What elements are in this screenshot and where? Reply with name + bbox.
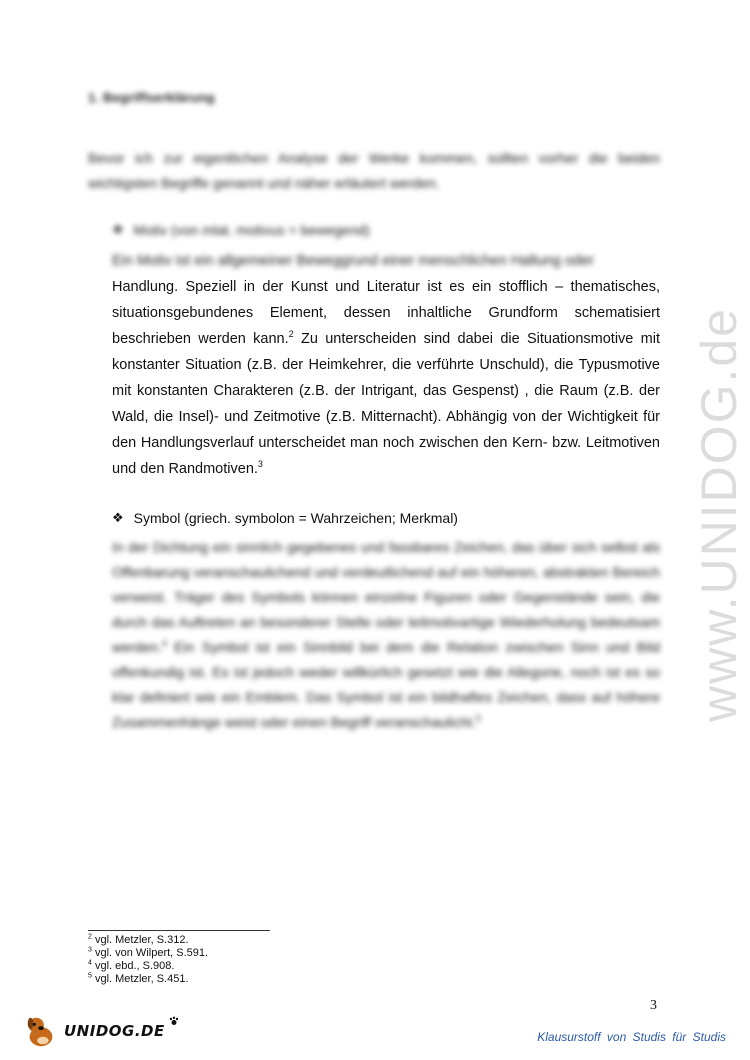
footnote-number: 4 [88,959,92,967]
footnote-item [88,960,208,973]
symbol-text-b: Ein Symbol ist ein Sinnbild bei dem die Relation zwischen Sinn und Bild offenkundig ist. Es ist jedoch weder willkürlich gesetzt wie die Allegorie, noch ist es so klar definiert wie ein Emblem. Das Symbol ist ein bildhaftes Zeichen, dass auf höhere Zusammenhänge weist oder einen Begriff veranschaulicht. [112,639,660,730]
logo-text: UNIDOG.DE [64,1022,165,1040]
motiv-text-a: Handlung. Speziell in der Kunst und Literatur ist es ein stofflich – thematisches, situationsgebundenes Element, dessen inhaltliche Grundform schematisiert beschrieben werden kann. [112,279,660,347]
dog-logo-icon [22,1012,60,1050]
footnote-number: 5 [88,972,92,980]
watermark: www.UNIDOG.de [691,307,747,722]
motiv-text-b: Zu unterscheiden sind dabei die Situationsmotive mit konstanter Situation (z.B. der Heimkehrer, die verführte Unschuld), die Typusmotive mit konstanten Charakteren (z.B. der Intrigant, das Gespenst) , die Raum (z.B. der Wald, die Insel)- und Zeitmotive (z.B. Mitternacht). Abhängig von der Wichtigkeit für den Handlungsverlauf unterscheidet man noch zwischen den Kern- bzw. Leitmotiven und den Randmotiven. [112,331,660,477]
unidog-logo[interactable] [22,1012,179,1050]
motiv-bullet [112,222,370,238]
footnote-number: 2 [88,933,92,941]
tagline: Klausurstoff von Studis für Studis [537,1030,726,1044]
footnote-item [88,934,208,947]
footnote-ref-5: 5 [475,713,481,724]
symbol-text-a: In der Dichtung ein sinnlich gegebenes und fassbares Zeichen, das über sich selbst als Offenbarung veranschaulichend und verdeutlichend auf ein höheren, abstrakten Bereich verweist. Träger des Symbols können einzelne Figuren oder Gegenstände sein, die durch das Auftreten an besonderer Stelle oder leitmotivartige Wiederholung bedeutsam werden. [112,539,660,655]
motiv-paragraph [112,248,660,482]
footnote-item [88,973,208,986]
footnote-text: vgl. von Wilpert, S.591. [94,947,209,959]
symbol-bullet [112,510,458,526]
footnote-ref-2: 2 [288,329,294,340]
motiv-bullet-label: Motiv (von mlat. motivus = bewegend) [133,222,370,238]
motiv-blurred-line: Ein Motiv ist ein allgemeiner Beweggrund einer menschlichen Haltung oder [112,253,594,269]
footnote-text: vgl. ebd., S.908. [94,960,175,972]
symbol-bullet-label: Symbol (griech. symbolon = Wahrzeichen; Merkmal) [133,510,458,526]
footnote-item [88,947,208,960]
diamond-bullet-icon: ❖ [112,510,124,526]
footnote-text: vgl. Metzler, S.312. [94,934,189,946]
footnote-number: 3 [88,946,92,954]
symbol-paragraph [112,535,660,735]
section-heading: 1. Begriffserklärung [88,90,215,105]
footnote-text: vgl. Metzler, S.451. [94,973,189,985]
footnote-divider [88,930,270,931]
diamond-bullet-icon: ❖ [112,222,124,238]
intro-paragraph: Bevor ich zur eigentlichen Analyse der Werke kommen, sollten vorher die beiden wichtigsten Begriffe genannt und näher erläutert werden. [88,150,660,191]
page-number: 3 [650,998,657,1013]
paw-icon [169,1016,179,1026]
footnotes [88,934,208,986]
footnote-ref-3: 3 [257,459,263,470]
footnote-ref-4: 4 [161,638,167,649]
